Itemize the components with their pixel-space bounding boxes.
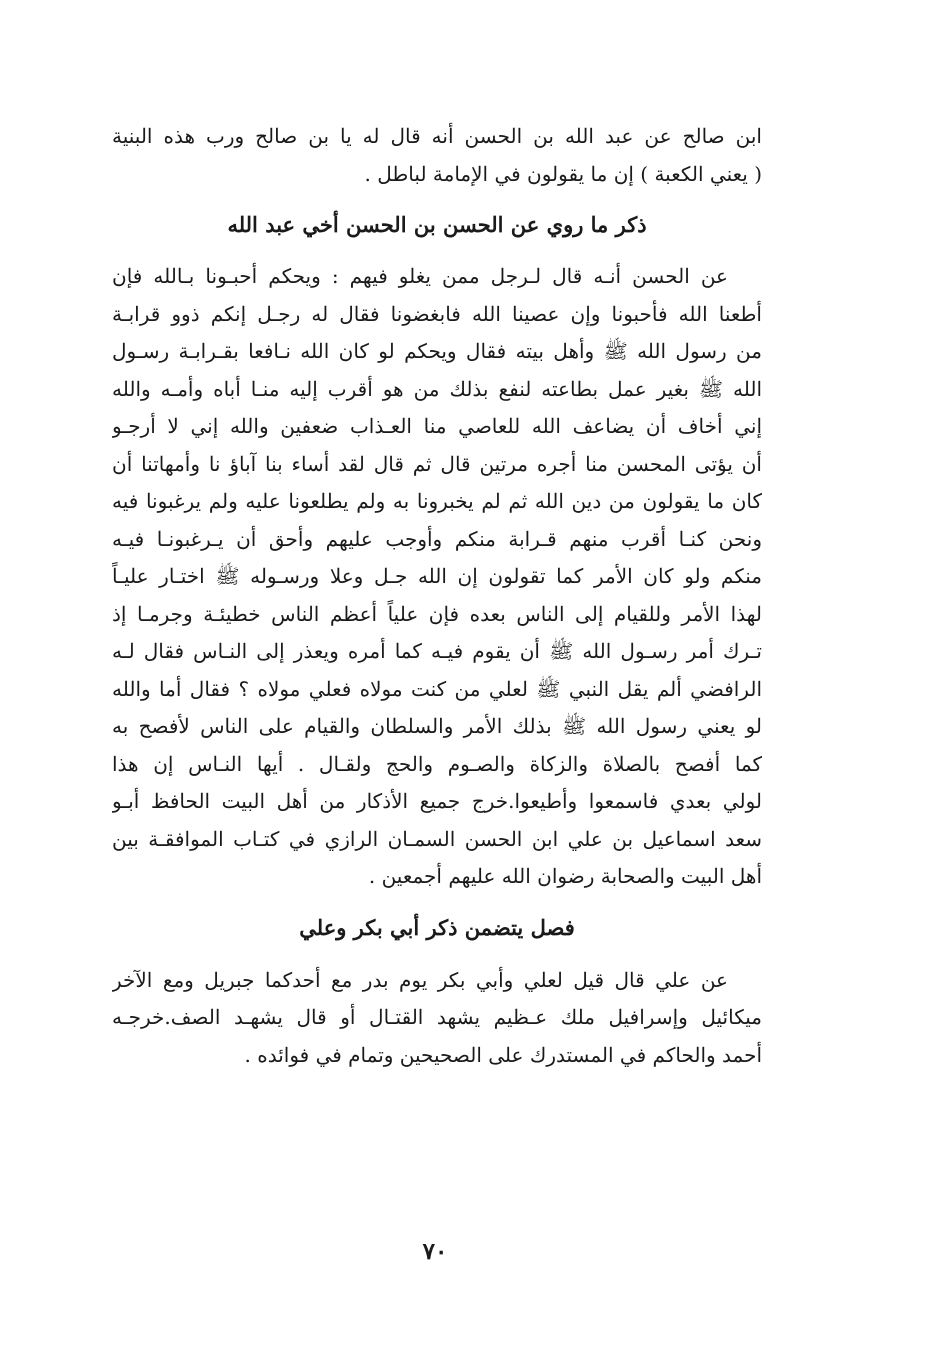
text-line: أن يؤتى المحسن منا أجره مرتين قال ثم قال لقد أساء بنا آباؤ نا وأمهاتنا أن (112, 451, 762, 476)
intro-paragraph (112, 118, 762, 193)
page-number: ٧٠ (422, 1238, 448, 1265)
page-body (112, 118, 762, 1074)
text-line: كما أفصح بالصلاة والزكاة والصـوم والحج ولقـال . أيها النـاس إن هذا (112, 751, 762, 776)
text-line: منكم ولو كان الأمر كما تقولون إن الله جـل وعلا ورسـوله ﷺ اختـار عليـاً (112, 564, 762, 588)
section-paragraph-abu-bakr-ali (112, 962, 762, 1075)
section-heading-hasan: ذكر ما روي عن الحسن بن الحسن أخي عبد الله (227, 212, 647, 237)
text-line: لولي بعدي فاسمعوا وأطيعوا.خرج جميع الأذكار من أهل البيت الحافظ أبـو (112, 789, 762, 813)
text-line: ميكائيل وإسرافيل ملك عـظيم يشهد القتـال أو قال يشهـد الصف.خرجـه (112, 1005, 762, 1029)
text-line: لهذا الأمر وللقيام إلى الناس بعده فإن علياً أعظم الناس خطيئـة وجرمـا إذ (112, 601, 762, 626)
text-line: ونحن كنـا أقرب منهم قـرابة منكم وأوجب عليهم وأحق أن يـرغبونـا فيـه (112, 526, 762, 551)
text-line: سعد اسماعيل بن علي ابن الحسن السمـان الرازي في كتـاب الموافقـة بين (112, 826, 762, 851)
text-line: كان ما يقولون من دين الله ثم لم يخبرونا به ولم يطلعونا عليه ولم يرغبونا فيه (112, 489, 762, 513)
text-line: عن الحسن أنـه قال لـرجل ممن يغلو فيهم : ويحكم أحبـونا بـالله فإن (112, 264, 728, 288)
text-line: ابن صالح عن عبد الله بن الحسن أنه قال له يا بن صالح ورب هذه البنية (112, 124, 762, 148)
text-line: عن علي قال قيل لعلي وأبي بكر يوم بدر مع أحدكما جبريل ومع الآخر (112, 967, 728, 992)
text-line: أحمد والحاكم في المستدرك على الصحيحين وتمام في فوائده . (244, 1042, 762, 1067)
text-line: الله ﷺ بغير عمل بطاعته لنفع بذلك من هو أقرب إليه منـا أباه وأمـه والله (112, 376, 762, 401)
section-heading-abu-bakr-ali: فصل يتضمن ذكر أبي بكر وعلي (299, 914, 575, 940)
section-paragraph-hasan (112, 258, 762, 896)
text-line: الرافضي ألم يقل النبي ﷺ لعلي من كنت مولاه فعلي مولاه ؟ فقال أما والله (112, 676, 762, 701)
text-line: إني أخاف أن يضاعف الله للعاصي منا العـذاب ضعفين والله إني لا أرجـو (112, 414, 762, 438)
text-line: ( يعني الكعبة ) إن ما يقولون في الإمامة لباطل . (364, 161, 762, 186)
text-line: أهل البيت والصحابة رضوان الله عليهم أجمعين . (368, 864, 762, 888)
text-line: من رسول الله ﷺ وأهل بيته فقال ويحكم لو كان الله نـافعا بقـرابـة رسـول (112, 339, 762, 363)
text-line: أطعنا الله فأحبونا وإن عصينا الله فابغضونا فقال له رجـل إنكم ذوو قرابـة (112, 301, 762, 326)
text-line: لو يعني رسول الله ﷺ بذلك الأمر والسلطان والقيام على الناس لأفصح به (112, 714, 762, 738)
text-line: تـرك أمر رسـول الله ﷺ أن يقوم فيـه كما أمره ويعذر إلى النـاس فقال لـه (112, 639, 762, 663)
